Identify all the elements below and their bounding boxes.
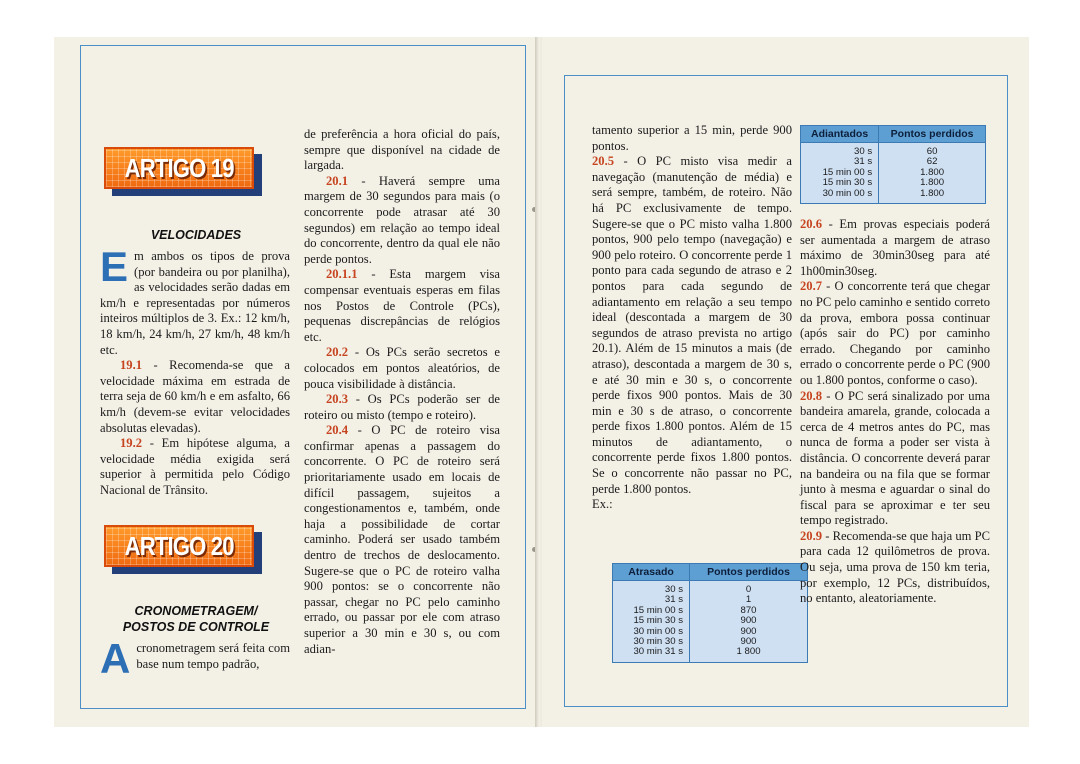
section-20-9: 20.9 - Recomenda-se que haja um PC para cada 12 quilômetros de prova. Ou seja, uma prova de 150 km teria, por exemplo, 12 PCs, distribuídos, no entanto, aleatoriamente. [800,528,990,606]
col1-start: tamento superior a 15 min, perde 900 pontos. [592,123,792,153]
velocidades-heading: VELOCIDADES [150,228,242,242]
table-header: Atrasado [613,564,690,581]
table-row: 30 min 00 s 1.800 [801,189,986,204]
left-column-1 [100,243,290,499]
section-20-1-1: 20.1.1 - Esta margem visa compensar eventuais esperas em filas nos Postos de Controle (PCs), pequenas discrepâncias de relógios etc. [304,267,500,344]
table-row: 15 min 30 s 900 [613,616,808,626]
col2-start: de preferência a hora oficial do país, sempre que disponível na cidade de largada. [304,127,500,173]
table-row: 30 min 30 s 900 [613,637,808,647]
adiantados-table [800,125,986,204]
table-header: Pontos perdidos [879,126,986,143]
cronometragem-heading: CRONOMETRAGEM/ POSTOS DE CONTROLE [122,604,270,634]
right-column-1 [592,123,792,513]
booklet-spread [54,37,1029,727]
artigo-20-banner: ARTIGO 20 [104,525,264,575]
table-header: Adiantados [801,126,879,143]
section-20-2: 20.2 - Os PCs serão secretos e colocados em pontos aleatórios, de pouca visibilidade à distância. [304,345,500,391]
dropcap-e: E [100,243,129,290]
table-header: Pontos perdidos [690,564,808,581]
table-row: 15 min 30 s 1.800 [801,178,986,188]
section-20-7: 20.7 - O concorrente terá que chegar no PC pelo caminho e sentido correto da prova, embora possa continuar (após sair do PC) por caminho errado. Chegando por caminho errado o concorrente perde o PC (900 ou 1.800 pontos, conforme o caso). [800,279,990,387]
table-row: 30 s 60 [801,143,986,158]
right-page [542,37,1029,727]
table-row: 30 s 0 [613,581,808,596]
section-20-8: 20.8 - O PC será sinalizado por uma bandeira amarela, grande, colocada a cerca de 4 metros antes do PC, mas nunca de forma a poder ser vista à distância. O concorrente deverá parar na bandeira ou na fila que se formar junto à mesma e aguardar o sinal do fiscal para se aproximar e ter seu tempo registrado. [800,388,990,528]
section-20-1: 20.1 - Haverá sempre uma margem de 30 segundos para mais (o concorrente pode atrasar até 30 segundos) em relação ao tempo ideal do concorrente, dentro da qual ele não perde pontos. [304,173,500,266]
section-19-2: 19.2 - Em hipótese alguma, a velocidade média exigida será superior à permitida pelo Código Nacional de Trânsito. [100,436,290,497]
section-20-5: 20.5 - O PC misto visa medir a navegação (manutenção de média) e será sempre, também, de roteiro. Não há PC exclusivamente de tempo. Sugere-se que o PC misto valha 1.800 pontos, 900 pelo tempo (navegação) e 900 pelo roteiro. O concorrente perde 1 ponto para cada segundo de atraso e 2 pontos para cada segundo de adiantamento em relação a seu tempo ideal (descontada a margem de 30 segundos de atraso prevista no artigo 20.1). Além de 15 minutos a mais (de atraso), descontada a margem de 30 s, e até 30 min e 30 s, o concorrente perde fixos 900 pontos. Mais de 30 min e 30 s de atraso, o concorrente perde fixos 1.800 pontos. Além de 15 minutos de adiantamento, o concorrente perde fixos 1.800 pontos. Se o concorrente não passar no PC, perde 1.800 pontos. [592,154,792,496]
table-row: 31 s 62 [801,157,986,167]
right-column-2 [800,217,990,607]
table-row: 31 s 1 [613,595,808,605]
table-row: 15 min 00 s 1.800 [801,168,986,178]
table-row: 30 min 00 s 900 [613,627,808,637]
example-label: Ex.: [592,497,613,512]
artigo-20-intro: A cronometragem será feita com base num tempo padrão, [100,635,290,682]
artigo-19-intro: E m ambos os tipos de prova (por bandeira ou por planilha), as velocidades serão dadas em km/h e representadas por números inteiros múltiplos de 3. Ex.: 12 km/h, 18 km/h, 24 km/h, 27 km/h, 48 km/h etc. [100,243,290,357]
left-page [54,37,537,727]
dropcap-a: A [100,635,131,682]
artigo-19-banner: ARTIGO 19 [104,147,264,197]
section-19-1: 19.1 - Recomenda-se que a velocidade máxima em estrada de terra seja de 60 km/h e em asfalto, 66 km/h (devem-se evitar velocidades absolutas elevadas). [100,358,290,435]
atrasado-table [612,563,808,663]
table-row: 15 min 00 s 870 [613,606,808,616]
left-column-2 [304,127,500,657]
section-20-6: 20.6 - Em provas especiais poderá ser aumentada a margem de atraso máximo de 30min30seg para até 1h00min30seg. [800,217,990,278]
table-row: 30 min 31 s 1 800 [613,647,808,662]
section-20-3: 20.3 - Os PCs poderão ser de roteiro ou misto (tempo e roteiro). [304,392,500,422]
section-20-4: 20.4 - O PC de roteiro visa confirmar apenas a passagem do concorrente. O PC de roteiro será prioritariamente usado em locais de difícil passagem, sujeitos a congestionamentos e, também, onde haja a possibilidade de cortar caminho. Poderá ser usado também dentro de trechos de deslocamento. Sugere-se que o PC de roteiro valha 900 pontos: se o concorrente não passar, chegar no PC pelo caminho errado, ou passar por ele com atraso superior a 30 min e 30 s, ou com adian- [304,423,500,656]
